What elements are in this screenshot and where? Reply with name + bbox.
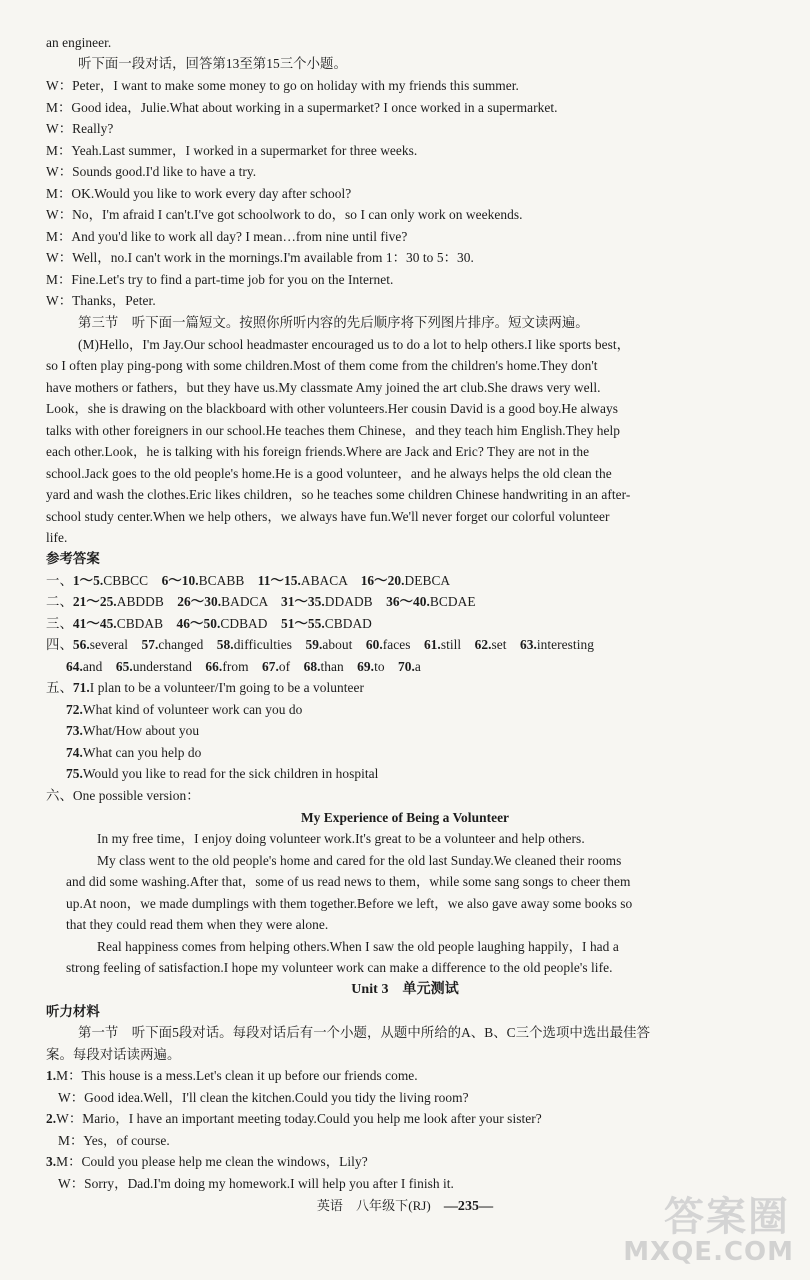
text-line: My class went to the old people's home and cared for the old last Sunday.We cleaned their rooms	[97, 853, 622, 868]
text-line: 74.What can you help do	[66, 745, 202, 760]
text-line: W：Thanks，Peter.	[46, 293, 156, 308]
text-line: W：Sorry，Dad.I'm doing my homework.I will help you after I finish it.	[58, 1176, 454, 1191]
text-line: 四、56.several 57.changed 58.difficulties 59.about 60.faces 61.still 62.set 63.interesting	[46, 637, 594, 652]
text-line: 第一节 听下面5段对话。每段对话后有一个小题，从题中所给的A、B、C三个选项中选出最佳答	[78, 1025, 651, 1040]
text-line: 73.What/How about you	[66, 723, 200, 738]
text-line: talks with other foreigners in our school.He teaches them Chinese，and they teach him English.They help	[46, 423, 621, 438]
text-line: 三、41～45.CBDAB 46～50.CDBAD 51～55.CBDAD	[46, 616, 372, 631]
text-line: M：Fine.Let's try to find a part-time job for you on the Internet.	[46, 272, 394, 287]
text-line: W：No，I'm afraid I can't.I've got schoolwork to do，so I can only work on weekends.	[46, 207, 523, 222]
text-line: In my free time，I enjoy doing volunteer work.It's great to be a volunteer and help others.	[97, 831, 585, 846]
text-line: M：OK.Would you like to work every day after school?	[46, 186, 352, 201]
text-line: Look，she is drawing on the blackboard with other volunteers.Her cousin David is a good boy.He always	[46, 401, 618, 416]
text-line: 72.What kind of volunteer work can you do	[66, 702, 303, 717]
text-line: 1.M：This house is a mess.Let's clean it up before our friends come.	[46, 1068, 418, 1083]
text-line: so I often play ping-pong with some children.Most of them come from the children's home.They don't	[46, 358, 598, 373]
text-line: W：Good idea.Well，I'll clean the kitchen.Could you tidy the living room?	[58, 1090, 469, 1105]
text-line: yard and wash the clothes.Eric likes children，so he teaches some children Chinese handwriting in an after-	[46, 487, 631, 502]
text-line: 六、One possible version：	[46, 788, 200, 803]
text-line: up.At noon，we made dumplings with them together.Before we left，we also gave away some books so	[66, 896, 633, 911]
text-line: 参考答案	[46, 551, 100, 566]
text-line: W：Peter，I want to make some money to go on holiday with my friends this summer.	[46, 78, 519, 93]
text-line: M：Yes，of course.	[58, 1133, 170, 1148]
page-number: —235—	[443, 1199, 494, 1214]
text-line: 第三节 听下面一篇短文。按照你所听内容的先后顺序将下列图片排序。短文读两遍。	[78, 315, 589, 330]
text-line: 听下面一段对话，回答第13至第15三个小题。	[78, 56, 347, 71]
text-line: (M)Hello，I'm Jay.Our school headmaster encouraged us to do a lot to help others.I like sports best，	[78, 337, 631, 352]
footer-subject: 英语 八年级下(RJ)	[316, 1198, 431, 1213]
text-line: 3.M：Could you please help me clean the windows，Lily?	[46, 1154, 368, 1169]
text-line: Unit 3 单元测试	[351, 982, 459, 997]
text-line: 64.and 65.understand 66.from 67.of 68.than 69.to 70.a	[66, 659, 421, 674]
text-line: have mothers or fathers，but they have us.My classmate Amy joined the art club.She draws very well.	[46, 380, 601, 395]
text-line: 听力材料	[46, 1004, 100, 1019]
text-line: W：Well，no.I can't work in the mornings.I'm available from 1：30 to 5：30.	[46, 250, 474, 265]
text-line: strong feeling of satisfaction.I hope my volunteer work can make a difference to the old people's life.	[66, 960, 613, 975]
text-line: 75.Would you like to read for the sick children in hospital	[66, 766, 379, 781]
text-line: 二、21～25.ABDDB 26～30.BADCA 31～35.DDADB 36～40.BCDAE	[46, 594, 476, 609]
watermark-bottom-text: MXQE.COM	[623, 1237, 794, 1267]
text-line: life.	[46, 530, 68, 545]
text-line: M：Yeah.Last summer，I worked in a supermarket for three weeks.	[46, 143, 418, 158]
text-line: 2.W：Mario，I have an important meeting today.Could you help me look after your sister?	[46, 1111, 542, 1126]
text-line: each other.Look，he is talking with his foreign friends.Where are Jack and Eric? They are not in the	[46, 444, 590, 459]
watermark-top-text: 答案圈	[664, 1194, 790, 1240]
text-line: 一、1～5.CBBCC 6～10.BCABB 11～15.ABACA 16～20.DEBCA	[46, 573, 451, 588]
text-line: that they could read them when they were alone.	[66, 917, 329, 932]
text-line: 案。每段对话读两遍。	[46, 1047, 181, 1062]
text-line: W：Really?	[46, 121, 114, 136]
watermark-logo	[598, 1185, 798, 1275]
text-line: M：Good idea，Julie.What about working in a supermarket? I once worked in a supermarket.	[46, 100, 558, 115]
text-line: M：And you'd like to work all day? I mean…from nine until five?	[46, 229, 408, 244]
text-line: school.Jack goes to the old people's home.He is a good volunteer，and he always helps the old clean the	[46, 466, 612, 481]
text-line: an engineer.	[46, 35, 112, 50]
text-line: 五、71.I plan to be a volunteer/I'm going to be a volunteer	[46, 680, 365, 695]
text-line: and did some washing.After that，some of us read news to them，while some sang songs to cheer them	[66, 874, 631, 889]
text-line: My Experience of Being a Volunteer	[300, 810, 510, 825]
text-line: school study center.When we help others，we always have fun.We'll never forget our colorful volunteer	[46, 509, 610, 524]
text-line: Real happiness comes from helping others.When I saw the old people laughing happily，I had a	[97, 939, 619, 954]
text-line: W：Sounds good.I'd like to have a try.	[46, 164, 257, 179]
